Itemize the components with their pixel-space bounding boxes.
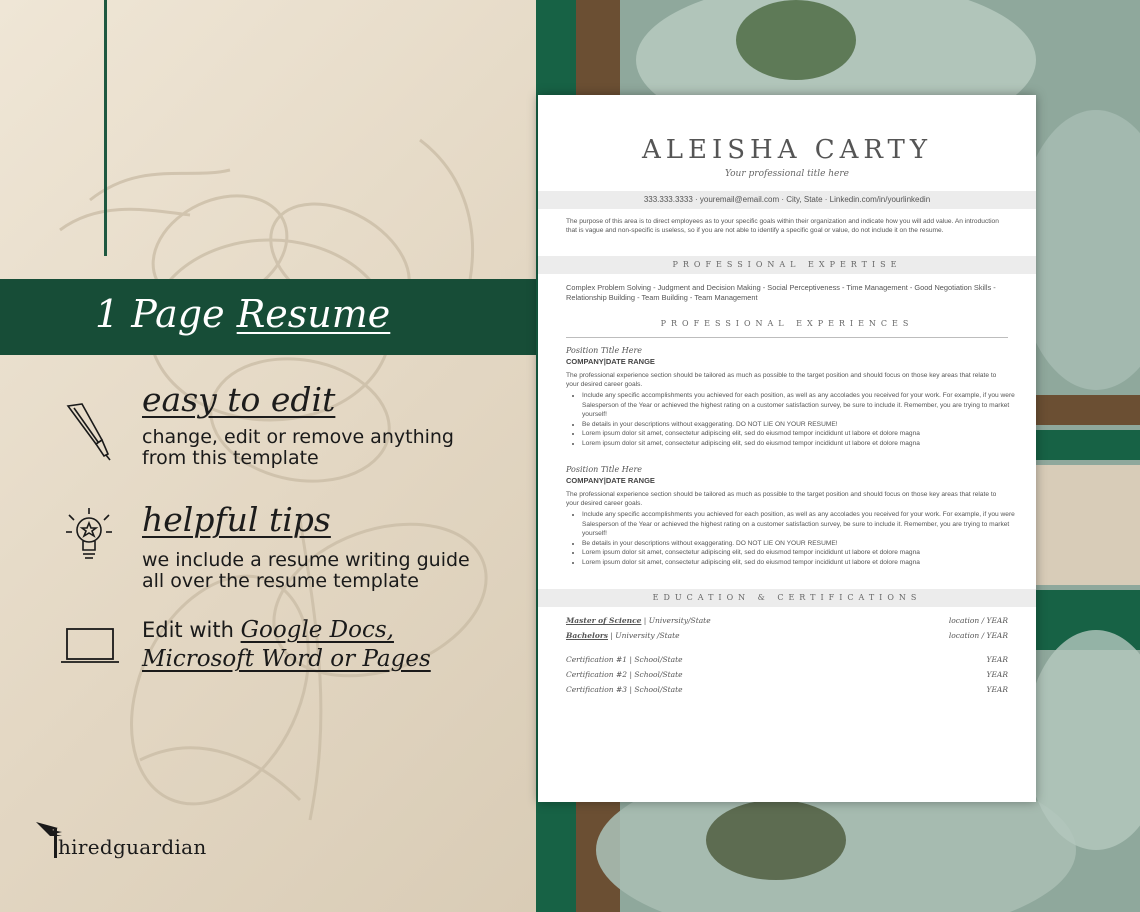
feature-line: we include a resume writing guide [142, 549, 470, 571]
certification-name: Certification #3 [566, 685, 628, 694]
list-item: • Lorem ipsum dolor sit amet, consectetur adipiscing elit, sed do eiusmod tempor incididunt ut labore et dolore magna [582, 548, 1026, 558]
feature-line: all over the resume template [142, 570, 419, 592]
position-company: COMPANY|DATE RANGE [566, 476, 655, 485]
edit-with-label: Edit with [142, 618, 234, 642]
google-docs-label: Google Docs, [240, 617, 394, 643]
position-title: Position Title Here [566, 465, 643, 474]
resume-name: ALEISHA CARTY [641, 135, 933, 165]
banner-title [95, 292, 390, 336]
brand-name: hiredguardian [58, 835, 207, 859]
experience-heading: PROFESSIONAL EXPERIENCES [660, 319, 914, 328]
list-item: • Include any specific accomplishments you achieved for each position, as well as any accolades you received for your work. For example, if you were Salesperson of the Year or achieved the highest rating on a customer satisfaction survey, be sure to include it. Remember, you are trying to market yourself! [582, 391, 1026, 420]
certification-left [566, 655, 683, 664]
resume-preview [538, 95, 1036, 802]
feature-text-tips [142, 550, 522, 592]
feature-heading-editwith [142, 617, 394, 643]
list-item: • Be details in your descriptions without exaggerating. DO NOT LIE ON YOUR RESUME! [582, 420, 1026, 430]
expertise-heading: PROFESSIONAL EXPERTISE [538, 256, 1036, 274]
feature-line: change, edit or remove anything [142, 426, 454, 448]
position-company: COMPANY|DATE RANGE [566, 357, 655, 366]
degree-name: Master of Science [566, 616, 642, 625]
list-item: • Lorem ipsum dolor sit amet, consectetur adipiscing elit, sed do eiusmod tempor incididunt ut labore et dolore magna [582, 439, 1026, 449]
position-description: The professional experience section should be tailored as much as possible to the target position and should focus on those key areas that relate to your desired career goals. [566, 491, 997, 508]
certification-name: Certification #1 [566, 655, 628, 664]
position-bullets [566, 510, 1026, 568]
feature-text-edit [142, 427, 522, 469]
resume-contact: 333.333.3333 · youremail@email.com · City, State · Linkedin.com/in/yourlinkedin [538, 191, 1036, 209]
education-heading: EDUCATION & CERTIFICATIONS [538, 589, 1036, 607]
feature-line: from this template [142, 447, 319, 469]
position-title: Position Title Here [566, 346, 643, 355]
banner-title-prefix: 1 Page [95, 292, 225, 336]
list-item: • Lorem ipsum dolor sit amet, consectetur adipiscing elit, sed do eiusmod tempor incididunt ut labore et dolore magna [582, 429, 1026, 439]
certification-year: YEAR [986, 670, 1008, 679]
education-left [566, 616, 711, 625]
accent-line [104, 0, 107, 256]
certification-left [566, 670, 683, 679]
certification-left [566, 685, 683, 694]
degree-name: Bachelors [566, 631, 609, 640]
list-item: • Include any specific accomplishments you achieved for each position, as well as any accolades you received for your work. For example, if you were Salesperson of the Year or achieved the highest rating on a customer satisfaction survey, be sure to include it. Remember, you are trying to market yourself! [582, 510, 1026, 539]
position-description: The professional experience section should be tailored as much as possible to the target position and should focus on those key areas that relate to your desired career goals. [566, 372, 997, 389]
school-name: | School/State [627, 655, 683, 664]
school-name: | School/State [627, 685, 683, 694]
school-name: | University/State [641, 616, 711, 625]
word-pages-label: Microsoft Word or Pages [142, 646, 431, 672]
section-divider [566, 337, 1008, 338]
position-bullets [566, 391, 1026, 449]
education-right: location / YEAR [948, 616, 1008, 625]
pen-icon [62, 400, 114, 462]
certification-year: YEAR [986, 685, 1008, 694]
education-left [566, 631, 680, 640]
laptop-icon [60, 626, 120, 666]
certification-year: YEAR [986, 655, 1008, 664]
feature-heading-edit: easy to edit [142, 380, 336, 419]
banner-title-emphasis: Resume [236, 292, 391, 336]
expertise-text: Complex Problem Solving - Judgment and Decision Making - Social Perceptiveness - Time Management - Good Negotiation Skills - Relationship Building - Team Building - Team Management [566, 283, 996, 302]
school-name: | School/State [627, 670, 683, 679]
certification-name: Certification #2 [566, 670, 628, 679]
education-right: location / YEAR [948, 631, 1008, 640]
resume-subtitle: Your professional title here [724, 169, 850, 179]
list-item: • Lorem ipsum dolor sit amet, consectetur adipiscing elit, sed do eiusmod tempor incididunt ut labore et dolore magna [582, 558, 1026, 568]
list-item: • Be details in your descriptions without exaggerating. DO NOT LIE ON YOUR RESUME! [582, 539, 1026, 549]
feature-heading-tips: helpful tips [142, 500, 331, 539]
lightbulb-icon [64, 506, 114, 566]
resume-summary: The purpose of this area is to direct employees as to your specific goals within their organization and indicate how you will add value. An introduction that is vague and non-specific is useless, so if you are not able to identify a specific goal or value, do not include it on the resume. [566, 218, 999, 235]
school-name: | University /State [608, 631, 680, 640]
